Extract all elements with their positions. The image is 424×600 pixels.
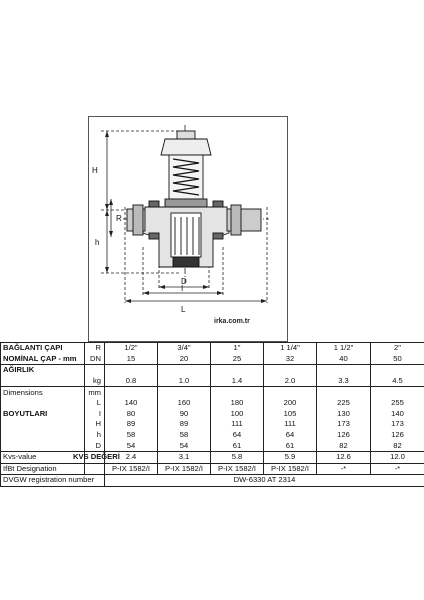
table-cell (211, 365, 264, 376)
row-label (1, 419, 85, 430)
row-symbol: mm (85, 387, 105, 398)
table-cell: 82 (371, 440, 424, 451)
row-symbol: L (85, 398, 105, 409)
table-row (1, 365, 424, 376)
dim-label-R: R (116, 214, 122, 223)
dvgw-value: DW-6330 AT 2314 (105, 475, 424, 487)
table-cell: 12.6 (317, 451, 371, 463)
table-row (1, 376, 424, 387)
table-cell: 0.8 (105, 376, 158, 387)
table-cell: 20 (158, 354, 211, 365)
row-label-text: BAĞLANTI ÇAPI (3, 343, 63, 353)
table-cell: 3.3 (317, 376, 371, 387)
table-cell: 200 (264, 398, 317, 409)
table-cell: 1.4 (211, 376, 264, 387)
table-cell: 2.4 (105, 451, 158, 463)
dim-label-I: I (181, 284, 184, 293)
table-cell: 130 (317, 409, 371, 420)
row-label (1, 409, 85, 420)
table-cell (371, 387, 424, 398)
table-cell: 89 (105, 419, 158, 430)
table-cell: 140 (371, 409, 424, 420)
table-cell: 1.0 (158, 376, 211, 387)
row-symbol: R (85, 343, 105, 354)
table-cell: 2" (371, 343, 424, 354)
table-row (1, 440, 424, 451)
row-symbol (85, 463, 105, 475)
row-label (1, 387, 85, 398)
table-cell: 32 (264, 354, 317, 365)
row-label-text: NOMİNAL ÇAP - mm (3, 353, 77, 363)
table-cell: 15 (105, 354, 158, 365)
row-symbol: DN (85, 354, 105, 365)
table-cell: 173 (317, 419, 371, 430)
row-symbol (85, 365, 105, 376)
table-cell: 64 (264, 430, 317, 441)
table-row (1, 409, 424, 420)
row-label (1, 376, 85, 387)
table-cell (158, 365, 211, 376)
table-cell: 5.8 (211, 451, 264, 463)
table-cell: 100 (211, 409, 264, 420)
table-cell: 1 1/4" (264, 343, 317, 354)
table-row-dvgw (1, 475, 424, 487)
table-cell (158, 387, 211, 398)
dim-label-H: H (92, 166, 98, 175)
table-cell: 105 (264, 409, 317, 420)
table-row (1, 354, 424, 365)
table-cell: 54 (105, 440, 158, 451)
table-cell: 90 (158, 409, 211, 420)
row-symbol: kg (85, 376, 105, 387)
table-cell (264, 387, 317, 398)
row-symbol: H (85, 419, 105, 430)
table-cell (105, 387, 158, 398)
dim-label-L: L (181, 305, 186, 314)
table-cell: P-IX 1582/I (158, 463, 211, 475)
table-cell: 160 (158, 398, 211, 409)
row-label (1, 398, 85, 409)
valve-drawing-frame (88, 116, 288, 342)
row-label (1, 430, 85, 441)
row-label-secondary: KVS DEĞERİ (73, 452, 120, 462)
table-cell (211, 387, 264, 398)
row-label (1, 440, 85, 451)
row-label (1, 365, 85, 376)
table-row (1, 387, 424, 398)
table-cell: 82 (317, 440, 371, 451)
table-cell: 255 (371, 398, 424, 409)
table-cell: 180 (211, 398, 264, 409)
table-row (1, 463, 424, 475)
dvgw-label: DVGW registration number (1, 475, 105, 487)
table-row (1, 419, 424, 430)
table-cell: 1/2" (105, 343, 158, 354)
row-label (1, 463, 85, 475)
table-cell: -* (317, 463, 371, 475)
table-cell: 12.0 (371, 451, 424, 463)
row-label (1, 451, 85, 463)
table-cell: P-IX 1582/I (264, 463, 317, 475)
table-cell (371, 365, 424, 376)
table-cell: -* (371, 463, 424, 475)
watermark-text: irka.com.tr (214, 318, 250, 325)
table-cell: 111 (264, 419, 317, 430)
row-symbol: h (85, 430, 105, 441)
table-cell: 80 (105, 409, 158, 420)
table-cell: 1" (211, 343, 264, 354)
table-cell: 64 (211, 430, 264, 441)
dim-label-D: D (181, 277, 187, 286)
row-label (1, 354, 85, 365)
row-label-text: IfBt Designation (3, 463, 57, 473)
row-label-text: Dimensions (3, 387, 43, 397)
table-cell: 50 (371, 354, 424, 365)
table-cell: 61 (264, 440, 317, 451)
table-cell (105, 365, 158, 376)
table-cell: 3.1 (158, 451, 211, 463)
row-symbol (73, 451, 120, 463)
row-symbol: D (85, 440, 105, 451)
table-cell: 126 (371, 430, 424, 441)
table-cell: 126 (317, 430, 371, 441)
table-cell: 4.5 (371, 376, 424, 387)
spec-table-body (1, 343, 424, 487)
valve-cross-section-drawing (89, 117, 289, 343)
table-cell: 111 (211, 419, 264, 430)
table-row (1, 451, 424, 463)
table-cell (317, 387, 371, 398)
table-cell: 25 (211, 354, 264, 365)
table-cell: P-IX 1582/I (105, 463, 158, 475)
row-label-text: AĞIRLIK (3, 365, 35, 375)
table-cell: 173 (371, 419, 424, 430)
table-row (1, 343, 424, 354)
table-cell: 1 1/2" (317, 343, 371, 354)
valve-body (127, 131, 261, 267)
row-label (1, 343, 85, 354)
row-label-text: BOYUTLARI (3, 408, 48, 418)
table-cell: 58 (158, 430, 211, 441)
table-cell: 3/4" (158, 343, 211, 354)
dim-label-h: h (95, 238, 100, 247)
table-cell: 89 (158, 419, 211, 430)
table-row (1, 430, 424, 441)
spec-table (0, 342, 424, 487)
row-symbol: I (85, 409, 105, 420)
table-cell (264, 365, 317, 376)
row-label-text: Kvs-value (3, 452, 37, 462)
table-cell (317, 365, 371, 376)
table-cell: P-IX 1582/I (211, 463, 264, 475)
table-row (1, 398, 424, 409)
table-cell: 58 (105, 430, 158, 441)
table-cell: 61 (211, 440, 264, 451)
table-cell: 140 (105, 398, 158, 409)
table-cell: 40 (317, 354, 371, 365)
table-cell: 2.0 (264, 376, 317, 387)
table-cell: 54 (158, 440, 211, 451)
table-cell: 225 (317, 398, 371, 409)
table-cell: 5.9 (264, 451, 317, 463)
